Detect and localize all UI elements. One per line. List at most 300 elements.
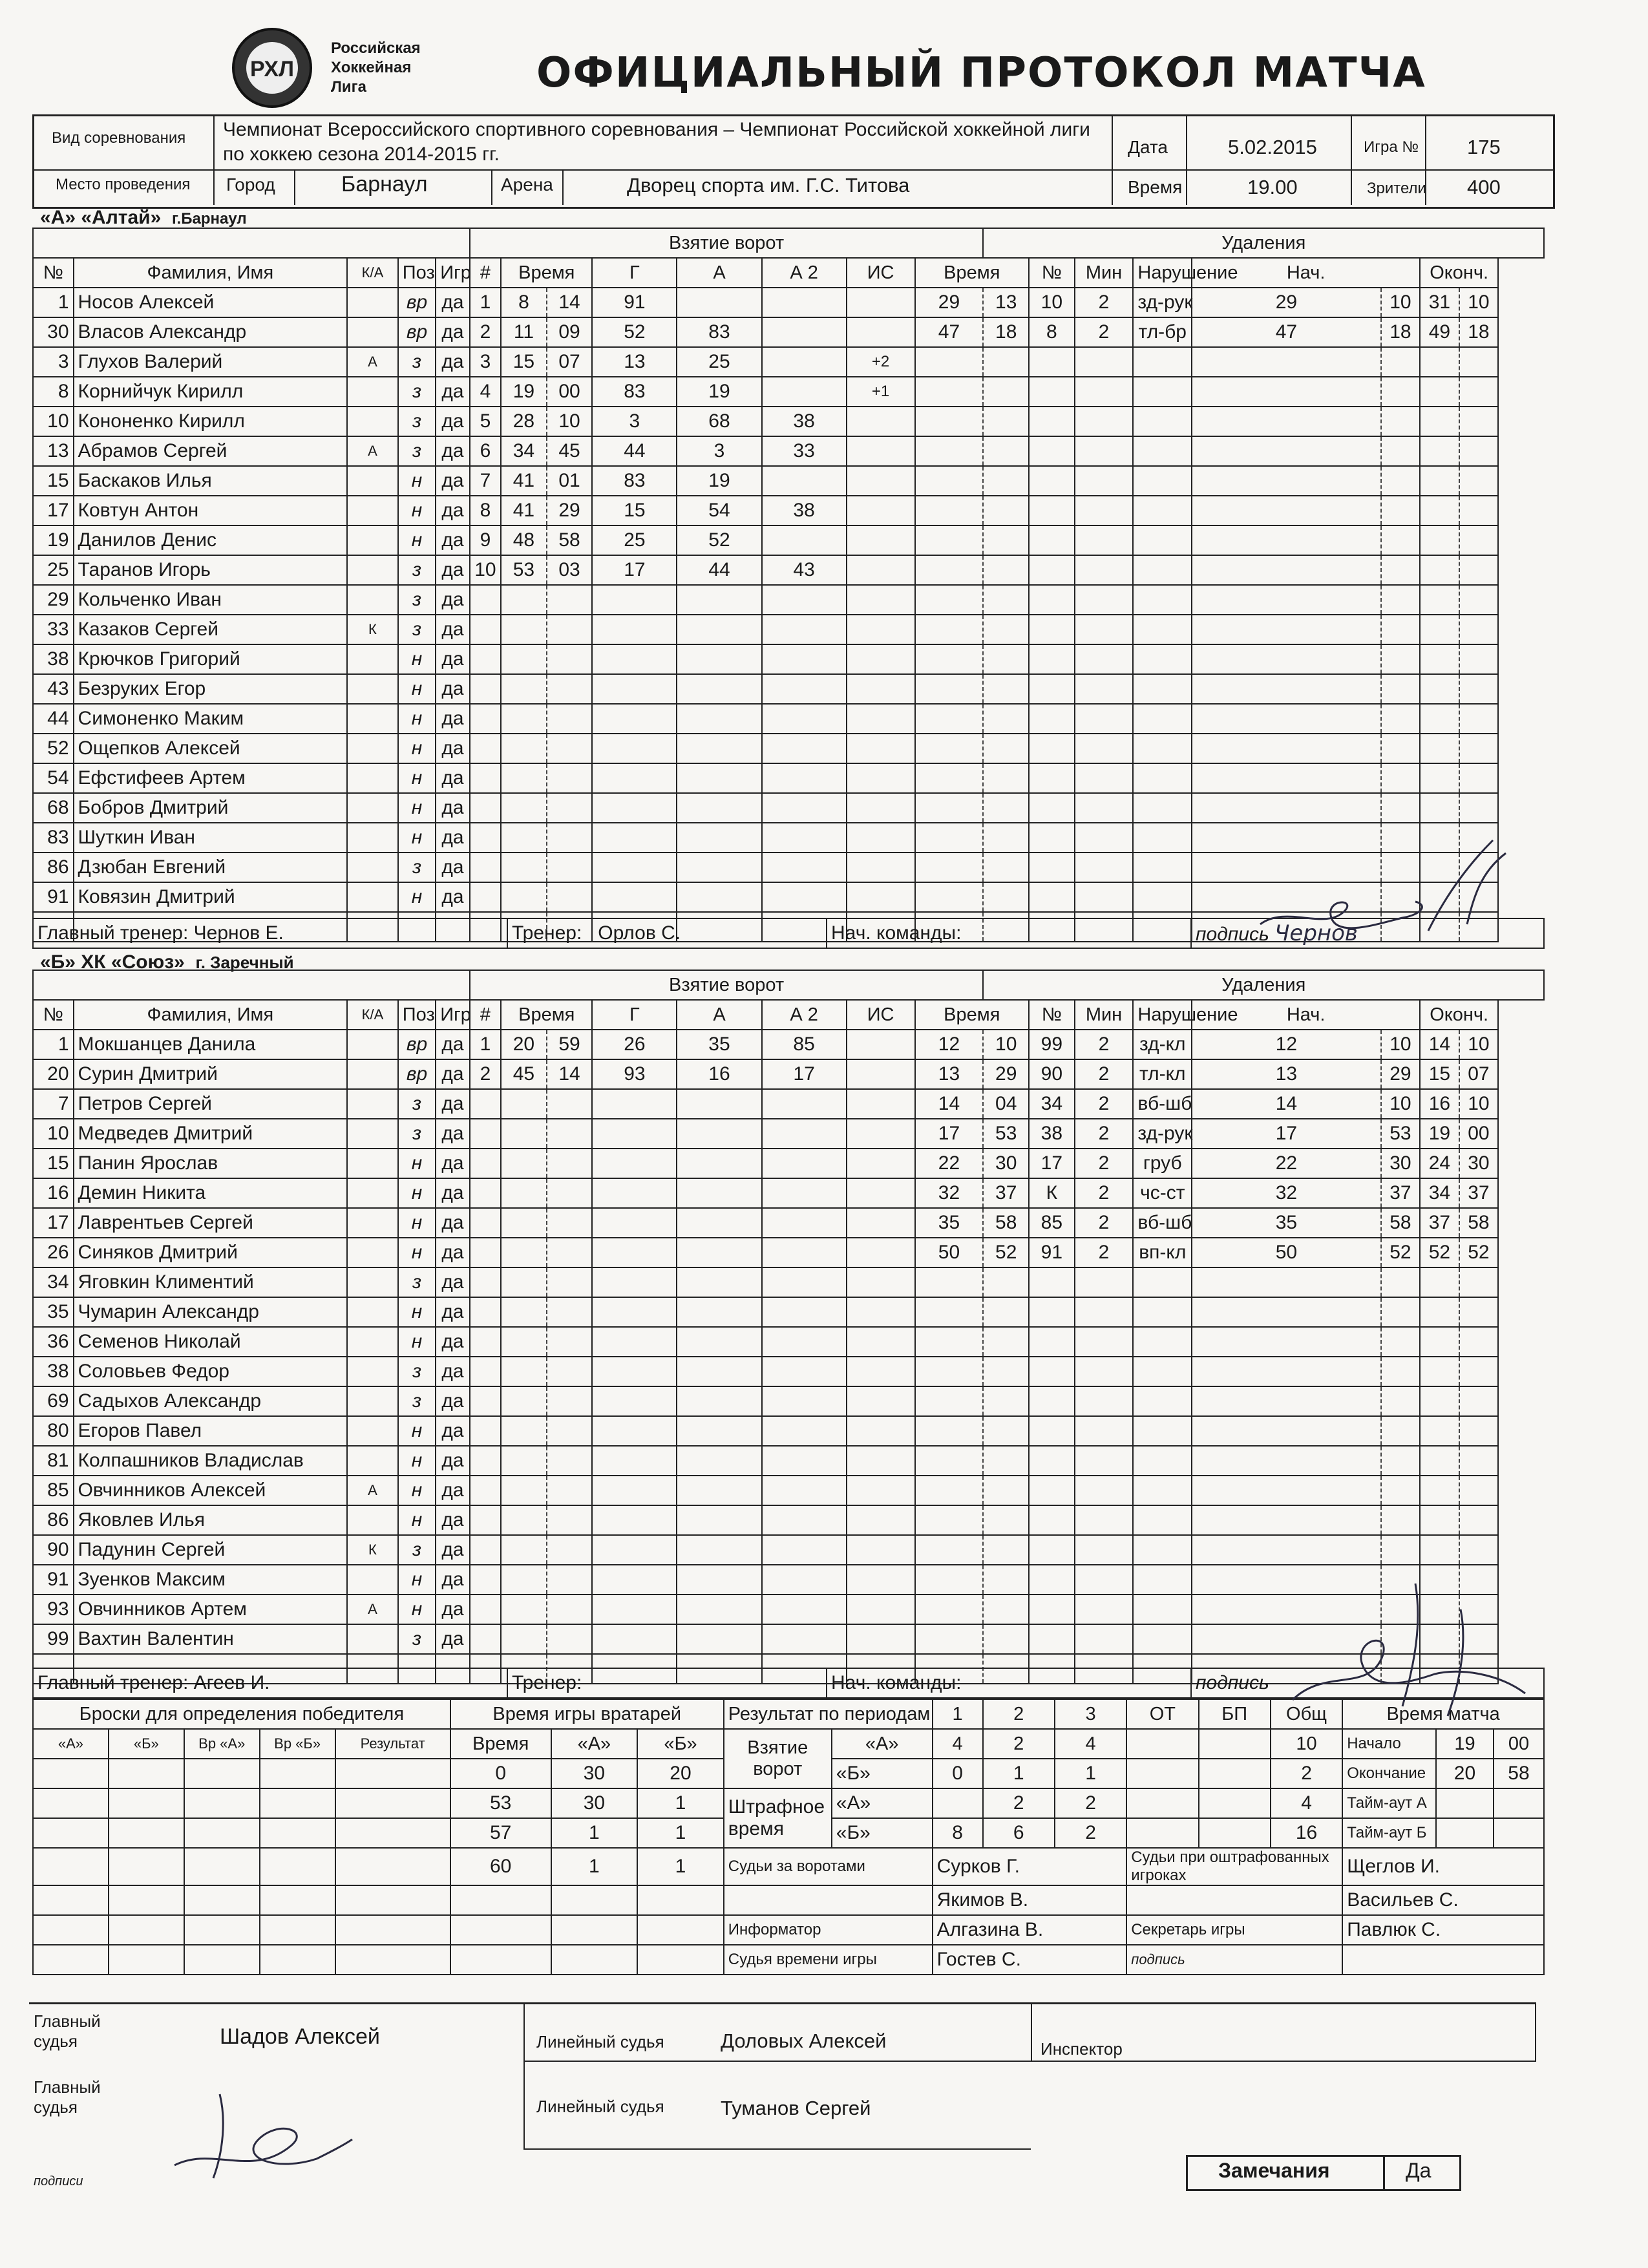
- player-position: н: [398, 525, 436, 555]
- pen-end-sec: 10: [1459, 288, 1499, 317]
- goal-sec: [547, 1386, 593, 1416]
- player-role: [347, 1327, 398, 1357]
- penalties-header: Удаления: [983, 228, 1544, 258]
- goal-min: [501, 1446, 547, 1476]
- start-hour: 19: [1436, 1729, 1494, 1759]
- goal-assist1: 19: [677, 377, 761, 407]
- pen-violation: [1133, 1565, 1192, 1595]
- player-position: н: [398, 1416, 436, 1446]
- pen-min: [915, 704, 984, 734]
- pen-end-sec: 52: [1459, 1238, 1499, 1267]
- player-played: да: [436, 1267, 469, 1297]
- pen-end-sec: 58: [1459, 1208, 1499, 1238]
- goal-assist1: [677, 853, 761, 882]
- pen-min: [915, 823, 984, 853]
- player-name: Кольченко Иван: [74, 585, 348, 615]
- player-row: [33, 1089, 1544, 1119]
- pen-player: [1029, 644, 1075, 674]
- pen-violation-header: Нарушение: [1133, 258, 1192, 288]
- pen-min: [915, 1565, 984, 1595]
- pen-player: 10: [1029, 288, 1075, 317]
- goal-situation: [847, 1357, 915, 1386]
- start-label: Начало: [1342, 1729, 1436, 1759]
- player-number: 7: [33, 1089, 74, 1119]
- shootout-cell: [33, 1759, 109, 1788]
- pen-minutes: [1075, 1446, 1134, 1476]
- player-played: да: [436, 1535, 469, 1565]
- pen-start-sec: [1381, 793, 1421, 823]
- pen-start-min: [1192, 377, 1380, 407]
- pen-num-header: №: [1029, 1000, 1075, 1030]
- player-role: [347, 704, 398, 734]
- coach-b-signature: [1267, 1571, 1538, 1726]
- pen-end-sec: [1459, 1327, 1499, 1357]
- pen-end-sec: [1459, 1386, 1499, 1416]
- pen-player: 38: [1029, 1119, 1075, 1149]
- goal-number: [470, 1357, 501, 1386]
- pen-violation: [1133, 1416, 1192, 1446]
- shootout-cell: [335, 1818, 450, 1848]
- match-time-title: Время матча: [1342, 1699, 1544, 1729]
- goal-assist2: [762, 704, 847, 734]
- player-row: [33, 585, 1544, 615]
- player-row: [33, 1149, 1544, 1178]
- pen-start-sec: [1381, 1267, 1421, 1297]
- goal-situation: [847, 882, 915, 912]
- pen-end-min: 49: [1420, 317, 1459, 347]
- pen-min: [915, 555, 984, 585]
- goal-situation: [847, 407, 915, 436]
- player-number: 10: [33, 1119, 74, 1149]
- goal-number: [470, 1595, 501, 1624]
- goal-situation: [847, 1267, 915, 1297]
- pen-start-min: 35: [1192, 1208, 1380, 1238]
- pen-start-min: [1192, 347, 1380, 377]
- pen-min: [915, 1446, 984, 1476]
- goal-assist1: [677, 1327, 761, 1357]
- goal-sec: [547, 585, 593, 615]
- player-name: Падунин Сергей: [74, 1535, 348, 1565]
- pen-end-min: [1420, 615, 1459, 644]
- player-number: 10: [33, 407, 74, 436]
- pen-sec: [983, 793, 1029, 823]
- player-row: [33, 466, 1544, 496]
- player-number: 99: [33, 1624, 74, 1654]
- pen-violation: [1133, 1386, 1192, 1416]
- pen-end-header: Оконч.: [1420, 258, 1498, 288]
- pen-violation: [1133, 347, 1192, 377]
- goal-assist2: [762, 1297, 847, 1327]
- pen-min: [915, 882, 984, 912]
- pen-player: [1029, 823, 1075, 853]
- player-position: н: [398, 674, 436, 704]
- pen-start-min: 50: [1192, 1238, 1380, 1267]
- goal-assist1: [677, 288, 761, 317]
- goal-number: [470, 1208, 501, 1238]
- goal-min: [501, 1119, 547, 1149]
- pen-min: [915, 347, 984, 377]
- pen-min: [915, 793, 984, 823]
- shootout-cell: [33, 1818, 109, 1848]
- player-role: [347, 288, 398, 317]
- pen-start-min: [1192, 555, 1380, 585]
- goal-situation: [847, 763, 915, 793]
- pen-violation: [1133, 377, 1192, 407]
- player-role: [347, 853, 398, 882]
- goal-situation: [847, 1238, 915, 1267]
- pen-sec: [983, 1267, 1029, 1297]
- pen-end-sec: [1459, 466, 1499, 496]
- pen-minutes: [1075, 793, 1134, 823]
- goal-assist2: [762, 1535, 847, 1565]
- pim-b-value: 6: [983, 1818, 1055, 1848]
- goal-situation: [847, 1208, 915, 1238]
- shootout-cell: [33, 1915, 109, 1945]
- goal-min: [501, 734, 547, 763]
- goal-assist2: [762, 1505, 847, 1535]
- goal-scorer: [592, 882, 677, 912]
- pen-end-min: 24: [1420, 1149, 1459, 1178]
- player-row: [33, 347, 1544, 377]
- pos-header: Поз: [398, 258, 436, 288]
- pen-end-min: [1420, 1535, 1459, 1565]
- pen-player: 8: [1029, 317, 1075, 347]
- goal-assist2: [762, 466, 847, 496]
- goal-sec: [547, 1357, 593, 1386]
- goal-scorer: [592, 1297, 677, 1327]
- pen-minutes: 2: [1075, 317, 1134, 347]
- player-number: 26: [33, 1238, 74, 1267]
- pen-violation: [1133, 615, 1192, 644]
- goal-assist2: [762, 1089, 847, 1119]
- player-role: [347, 1238, 398, 1267]
- pen-end-sec: [1459, 377, 1499, 407]
- goal-situation: [847, 1297, 915, 1327]
- goals-a-value: [1199, 1729, 1271, 1759]
- player-row: [33, 615, 1544, 644]
- trainer: [507, 1668, 827, 1698]
- team-chief-label: Нач. команды:: [831, 1672, 962, 1693]
- goal-number: [470, 1178, 501, 1208]
- official-name: Щеглов И.: [1342, 1848, 1544, 1885]
- goal-number: [470, 1327, 501, 1357]
- goal-sec: [547, 1089, 593, 1119]
- pen-start-sec: 29: [1381, 1059, 1421, 1089]
- pen-player: [1029, 1416, 1075, 1446]
- player-position: н: [398, 1446, 436, 1476]
- pen-min: [915, 407, 984, 436]
- official-label: Судьи при оштрафованных игроках: [1126, 1848, 1342, 1885]
- pen-minutes: [1075, 615, 1134, 644]
- pen-end-min: 14: [1420, 1030, 1459, 1059]
- goal-number: [470, 1386, 501, 1416]
- team-b-label: «Б»: [832, 1818, 933, 1848]
- goal-assist1: 83: [677, 317, 761, 347]
- period-col: БП: [1199, 1699, 1271, 1729]
- player-row: [33, 704, 1544, 734]
- player-position: н: [398, 793, 436, 823]
- goal-number: [470, 1089, 501, 1119]
- pen-start-sec: 58: [1381, 1208, 1421, 1238]
- goals-a-value: 4: [1055, 1729, 1126, 1759]
- pen-player: [1029, 615, 1075, 644]
- player-role: [347, 377, 398, 407]
- timeout-a-cell: [1436, 1788, 1494, 1818]
- player-played: да: [436, 1030, 469, 1059]
- pen-sec: [983, 1386, 1029, 1416]
- pen-sec: [983, 1624, 1029, 1654]
- goal-number: 3: [470, 347, 501, 377]
- pen-start-min: [1192, 1505, 1380, 1535]
- goalie-time-title: Время игры вратарей: [450, 1699, 724, 1729]
- player-number: 85: [33, 1476, 74, 1505]
- pen-minutes: [1075, 407, 1134, 436]
- pen-minutes: [1075, 823, 1134, 853]
- shootout-cell: [335, 1788, 450, 1818]
- goal-min: 48: [501, 525, 547, 555]
- player-number: 81: [33, 1446, 74, 1476]
- pen-minutes: [1075, 1535, 1134, 1565]
- player-number: 16: [33, 1178, 74, 1208]
- player-played: да: [436, 644, 469, 674]
- shootout-cell: [184, 1915, 260, 1945]
- goal-sec: 09: [547, 317, 593, 347]
- player-row: [33, 674, 1544, 704]
- goalie-cell: [450, 1885, 551, 1915]
- goal-scorer: 3: [592, 407, 677, 436]
- shootout-col: «А»: [33, 1729, 109, 1759]
- pen-min: 32: [915, 1178, 984, 1208]
- player-played: да: [436, 407, 469, 436]
- goal-number: [470, 1476, 501, 1505]
- goal-assist2: [762, 615, 847, 644]
- official-name: Гостев С.: [933, 1945, 1127, 1975]
- pen-violation: [1133, 674, 1192, 704]
- pen-violation: [1133, 1624, 1192, 1654]
- goal-scorer: [592, 1119, 677, 1149]
- goal-sec: [547, 853, 593, 882]
- pen-end-min: [1420, 1446, 1459, 1476]
- penalties-header: Удаления: [983, 970, 1544, 1000]
- pen-start-sec: 30: [1381, 1149, 1421, 1178]
- goal-situation: [847, 525, 915, 555]
- goal-situation: [847, 1565, 915, 1595]
- player-number: 38: [33, 1357, 74, 1386]
- player-row: [33, 1386, 1544, 1416]
- goal-assist2: [762, 1386, 847, 1416]
- pen-player: [1029, 882, 1075, 912]
- goal-sec: [547, 1476, 593, 1505]
- player-role: [347, 466, 398, 496]
- pen-player: [1029, 407, 1075, 436]
- pen-end-min: [1420, 377, 1459, 407]
- player-position: з: [398, 407, 436, 436]
- goal-assist2: [762, 853, 847, 882]
- pen-end-sec: [1459, 525, 1499, 555]
- player-row: [33, 1208, 1544, 1238]
- player-row: [33, 1535, 1544, 1565]
- pen-min: 50: [915, 1238, 984, 1267]
- player-position: вр: [398, 317, 436, 347]
- goal-sec: [547, 1624, 593, 1654]
- pen-player: 91: [1029, 1238, 1075, 1267]
- pen-player: [1029, 734, 1075, 763]
- goal-min: 34: [501, 436, 547, 466]
- goal-scorer: [592, 1386, 677, 1416]
- player-number: 52: [33, 734, 74, 763]
- pen-min: 17: [915, 1119, 984, 1149]
- goal-assist1: [677, 1267, 761, 1297]
- goal-sec: [547, 644, 593, 674]
- pen-end-min: [1420, 1267, 1459, 1297]
- pen-min-header: Мин: [1075, 1000, 1134, 1030]
- pen-start-min: [1192, 585, 1380, 615]
- goal-assist1: [677, 1208, 761, 1238]
- pen-min: [915, 734, 984, 763]
- goal-situation: [847, 793, 915, 823]
- goal-assist1: 25: [677, 347, 761, 377]
- goalie-a: 30: [551, 1759, 638, 1788]
- pen-min: [915, 1327, 984, 1357]
- goal-number: [470, 1149, 501, 1178]
- shootout-col: Вр «Б»: [260, 1729, 335, 1759]
- pen-violation: [1133, 1476, 1192, 1505]
- pen-sec: [983, 1505, 1029, 1535]
- pen-minutes: 2: [1075, 1059, 1134, 1089]
- linesman-1: Доловых Алексей: [721, 2030, 887, 2052]
- player-role: [347, 1446, 398, 1476]
- official-label: Судьи за воротами: [724, 1848, 933, 1885]
- pen-sec: 52: [983, 1238, 1029, 1267]
- goalie-time: 60: [450, 1848, 551, 1885]
- player-position: вр: [398, 288, 436, 317]
- goal-sec: [547, 1535, 593, 1565]
- pen-start-sec: [1381, 377, 1421, 407]
- player-number: 86: [33, 1505, 74, 1535]
- goal-assist2: 43: [762, 555, 847, 585]
- goalie-cell: [637, 1915, 724, 1945]
- shootout-cell: [184, 1759, 260, 1788]
- player-position: з: [398, 377, 436, 407]
- pen-minutes: [1075, 734, 1134, 763]
- player-row: [33, 1505, 1544, 1535]
- shootout-cell: [109, 1848, 184, 1885]
- player-role: [347, 1386, 398, 1416]
- pim-label: Штрафное время: [724, 1788, 832, 1848]
- pen-sec: 58: [983, 1208, 1029, 1238]
- pen-violation: [1133, 436, 1192, 466]
- pen-min: 13: [915, 1059, 984, 1089]
- goal-assist2: 38: [762, 407, 847, 436]
- pen-sec: [983, 1416, 1029, 1446]
- pos-header: Поз: [398, 1000, 436, 1030]
- goal-number: [470, 1416, 501, 1446]
- pen-minutes: [1075, 1327, 1134, 1357]
- pen-sec: [983, 407, 1029, 436]
- player-position: н: [398, 823, 436, 853]
- goal-scorer: 91: [592, 288, 677, 317]
- goal-num-header: #: [470, 1000, 501, 1030]
- player-position: н: [398, 496, 436, 525]
- pen-start-min: [1192, 407, 1380, 436]
- pen-start-min: [1192, 436, 1380, 466]
- venue-label: Место проведения: [56, 176, 191, 193]
- header-row: [33, 970, 1544, 1000]
- player-number: 44: [33, 704, 74, 734]
- pen-violation: [1133, 704, 1192, 734]
- pen-end-min: [1420, 347, 1459, 377]
- shootout-cell: [260, 1848, 335, 1885]
- goal-scorer: [592, 1624, 677, 1654]
- player-played: да: [436, 1208, 469, 1238]
- goal-number: 10: [470, 555, 501, 585]
- goalie-a: 1: [551, 1818, 638, 1848]
- player-played: да: [436, 734, 469, 763]
- pen-violation: вп-кл: [1133, 1238, 1192, 1267]
- player-name: Овчинников Артем: [74, 1595, 348, 1624]
- pen-minutes: [1075, 525, 1134, 555]
- linesman-2: Туманов Сергей: [721, 2097, 871, 2119]
- player-role: [347, 1565, 398, 1595]
- team-a-label: «А»: [832, 1788, 933, 1818]
- pen-start-sec: [1381, 525, 1421, 555]
- g_g-header: Г: [592, 258, 677, 288]
- shootout-cell: [109, 1885, 184, 1915]
- comp-value: Чемпионат Всероссийского спортивного соревнования – Чемпионат Российской хоккейной лиги по хоккею сезона 2014-2015 гг.: [223, 119, 1090, 165]
- player-name: Глухов Валерий: [74, 347, 348, 377]
- goal-assist1: [677, 644, 761, 674]
- pen-end-min: [1420, 734, 1459, 763]
- player-role: [347, 674, 398, 704]
- goal-scorer: 17: [592, 555, 677, 585]
- pen-end-min: [1420, 644, 1459, 674]
- pen-violation: [1133, 644, 1192, 674]
- goal-min: [501, 1595, 547, 1624]
- shootout-cell: [109, 1759, 184, 1788]
- pen-start-min: 47: [1192, 317, 1380, 347]
- goal-assist1: [677, 1386, 761, 1416]
- pen-start-sec: 52: [1381, 1238, 1421, 1267]
- player-role: [347, 1267, 398, 1297]
- goal-min: [501, 1535, 547, 1565]
- goal-assist2: 17: [762, 1059, 847, 1089]
- player-played: да: [436, 525, 469, 555]
- coach-a-signature: [1247, 834, 1532, 963]
- player-number: 34: [33, 1267, 74, 1297]
- goal-assist1: [677, 1505, 761, 1535]
- player-role: [347, 1208, 398, 1238]
- pim-b-value: [1199, 1818, 1271, 1848]
- shootout-cell: [260, 1915, 335, 1945]
- team-b-title: «Б» ХК «Союз» г. Заречный: [40, 951, 294, 973]
- pen-violation: [1133, 763, 1192, 793]
- shootout-cell: [33, 1885, 109, 1915]
- pen-end-min: [1420, 1476, 1459, 1505]
- player-position: н: [398, 1505, 436, 1535]
- player-position: н: [398, 763, 436, 793]
- player-played: да: [436, 704, 469, 734]
- player-position: з: [398, 1119, 436, 1149]
- pen-start-sec: [1381, 436, 1421, 466]
- pen-end-sec: [1459, 1416, 1499, 1446]
- pen-minutes: [1075, 704, 1134, 734]
- pen-start-sec: 10: [1381, 1089, 1421, 1119]
- team-chief-label: Нач. команды:: [831, 922, 962, 944]
- goal-scorer: [592, 1595, 677, 1624]
- player-played: да: [436, 585, 469, 615]
- pen-violation: [1133, 823, 1192, 853]
- goal-assist2: [762, 1565, 847, 1595]
